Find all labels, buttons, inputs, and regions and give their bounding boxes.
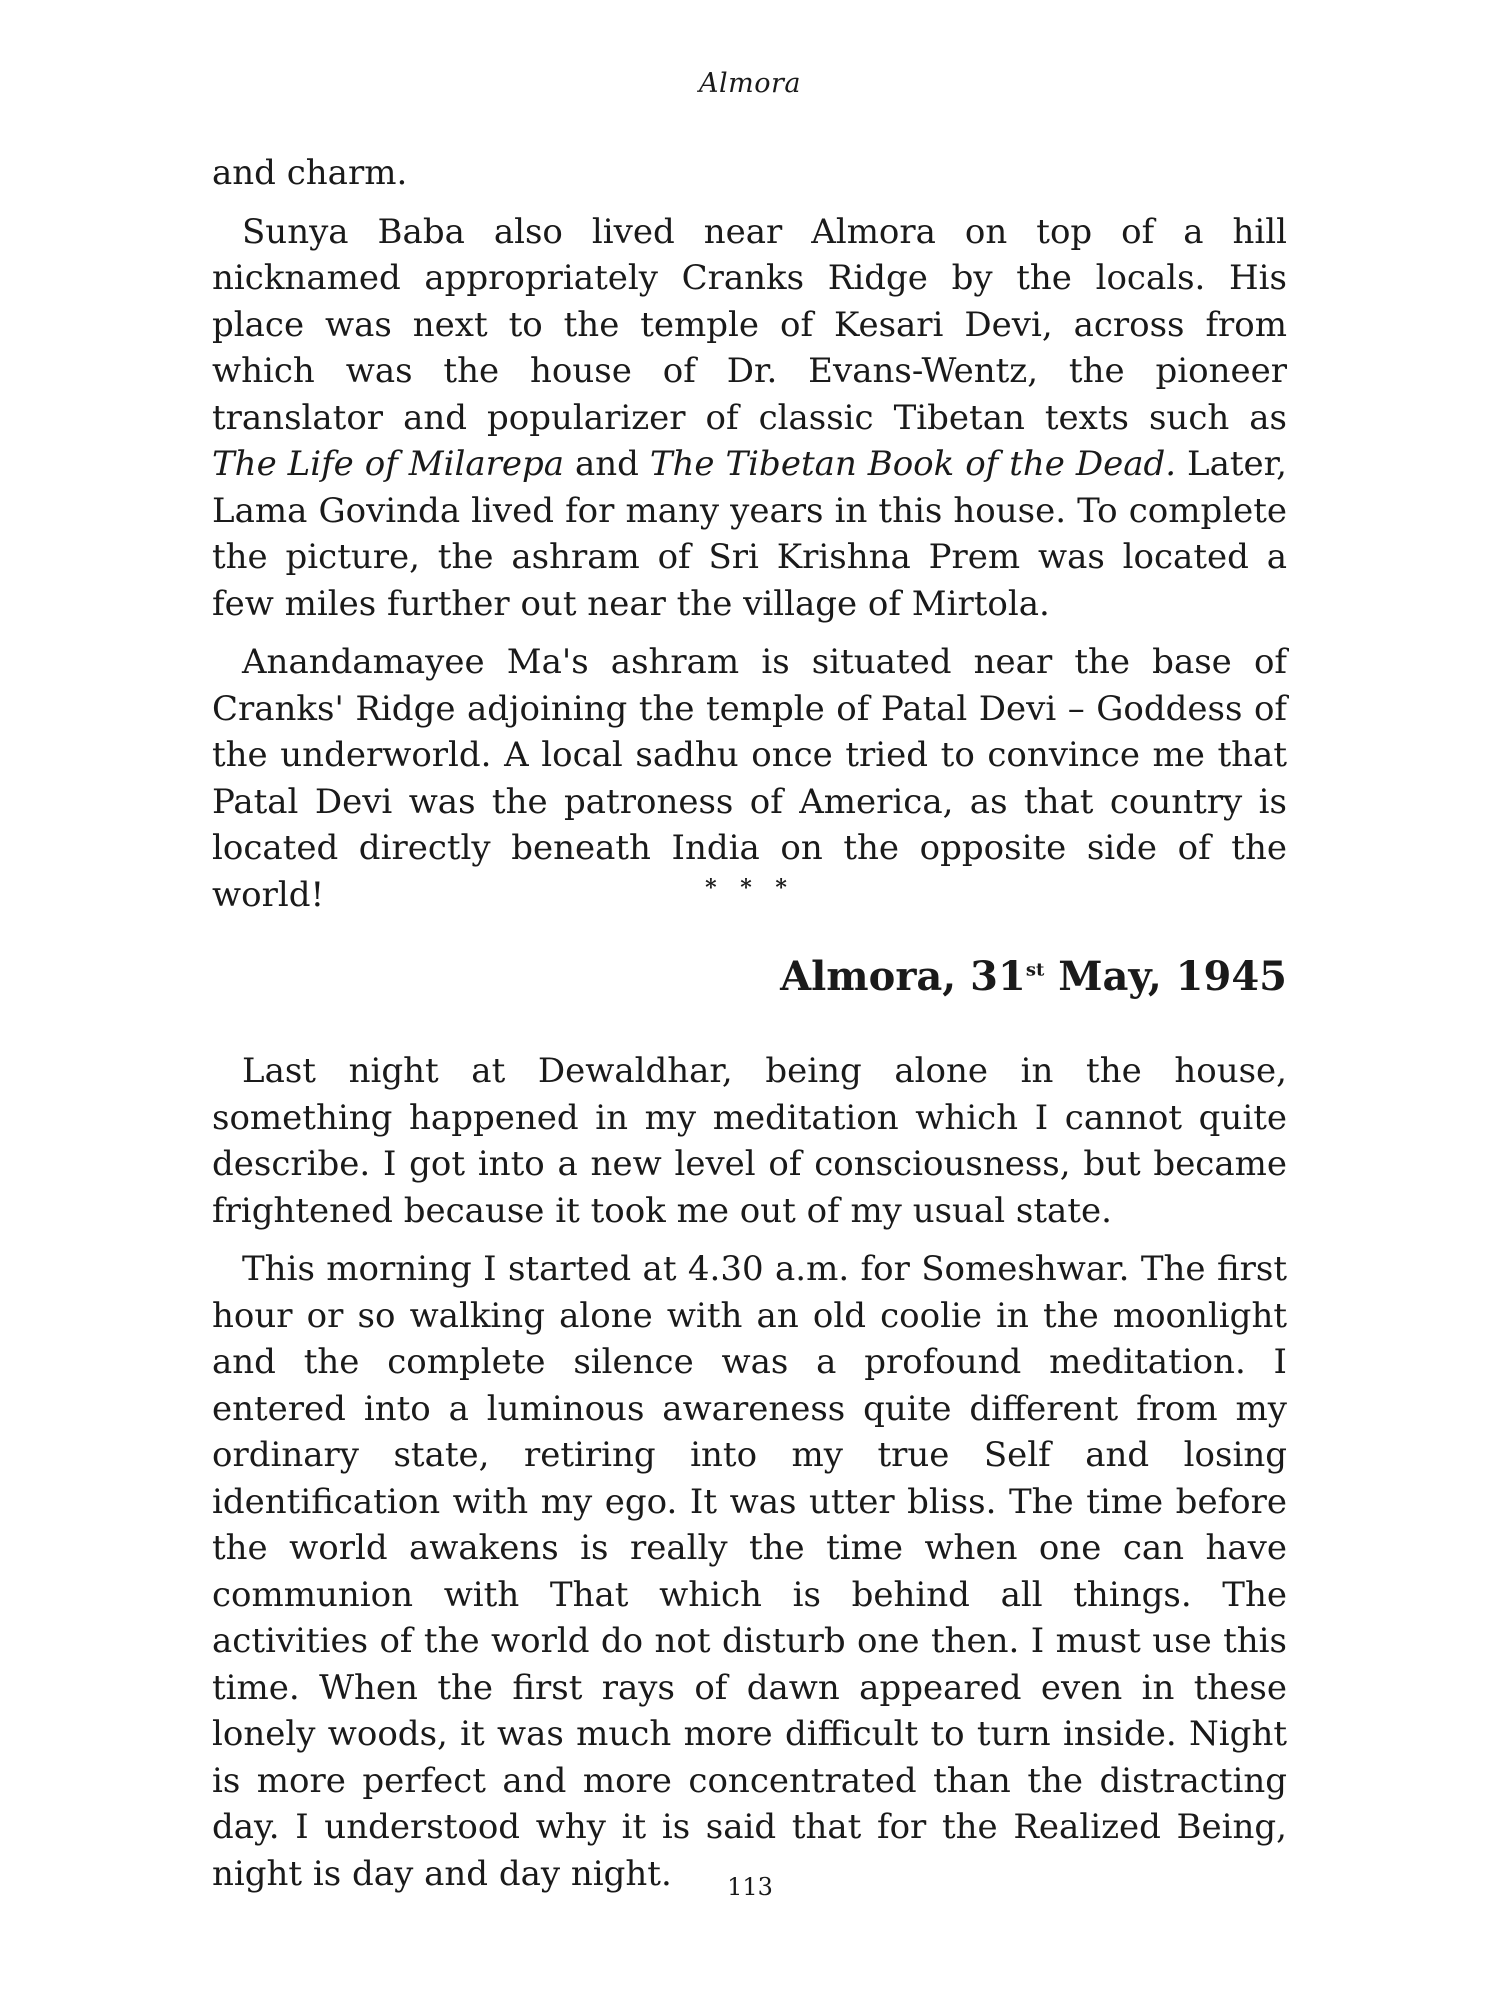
paragraph-text: Sunya Baba also lived near Almora on top of a hill nicknamed appropriately Cranks Ridge by the locals. His place was next to the temple of Kesari Devi, across from which was the house of Dr. Evans-Wentz, the pioneer translator and popularizer of classic Tibetan texts such as xyxy=(212,211,1287,438)
diary-entry-body xyxy=(212,1048,1287,1909)
paragraph-dewaldhar: Last night at Dewaldhar, being alone in the house, something happened in my meditation which I cannot quite describe. I got into a new level of consciousness, but became frightened because it took me out of my usual state. xyxy=(212,1051,1287,1231)
book-title-milarepa: The Life of Milarepa xyxy=(212,444,565,484)
heading-place: Almora, 31 xyxy=(780,953,1026,1000)
page-number: 113 xyxy=(727,1873,773,1901)
running-head: Almora xyxy=(699,68,801,99)
paragraph-continuation: and charm. xyxy=(212,153,408,193)
paragraph-anandamayee: Anandamayee Ma's ashram is situated near the base of Cranks' Ridge adjoining the temple of Patal Devi – Goddess of the underworld. A local sadhu once tried to convince me that Patal Devi was the patroness of America, as that country is located directly beneath India on the opposite side of the world! xyxy=(212,642,1287,915)
heading-ordinal: st xyxy=(1025,959,1045,981)
paragraph-someshwar: This morning I started at 4.30 a.m. for Someshwar. The first hour or so walking alone with an old coolie in the moonlight and the complete silence was a profound meditation. I entered into a luminous awareness quite different from my ordinary state, retiring into my true Self and losing identification with my ego. It was utter bliss. The time before the world awakens is really the time when one can have communion with That which is behind all things. The activities of the world do not disturb one then. I must use this time. When the first rays of dawn appeared even in these lonely woods, it was much more difficult to turn inside. Night is more perfect and more concentrated than the distracting day. I understood why it is said that for the Realized Being, night is day and day night. xyxy=(212,1249,1287,1894)
paragraph-text: and xyxy=(564,444,650,484)
book-title-tibetan-book-of-the-dead: The Tibetan Book of the Dead. xyxy=(649,444,1177,484)
heading-date: May, 1945 xyxy=(1044,953,1287,1000)
body-text-top xyxy=(212,150,1287,930)
paragraph-text: Later, Lama Govinda lived for many years in this house. To complete the picture, the ashram of Sri Krishna Prem was located a few miles further out near the village of Mirtola. xyxy=(212,444,1287,624)
paragraph-sunya-baba xyxy=(212,209,1287,628)
diary-entry-heading xyxy=(780,953,1287,1000)
section-break-asterism: * * * xyxy=(705,875,795,901)
